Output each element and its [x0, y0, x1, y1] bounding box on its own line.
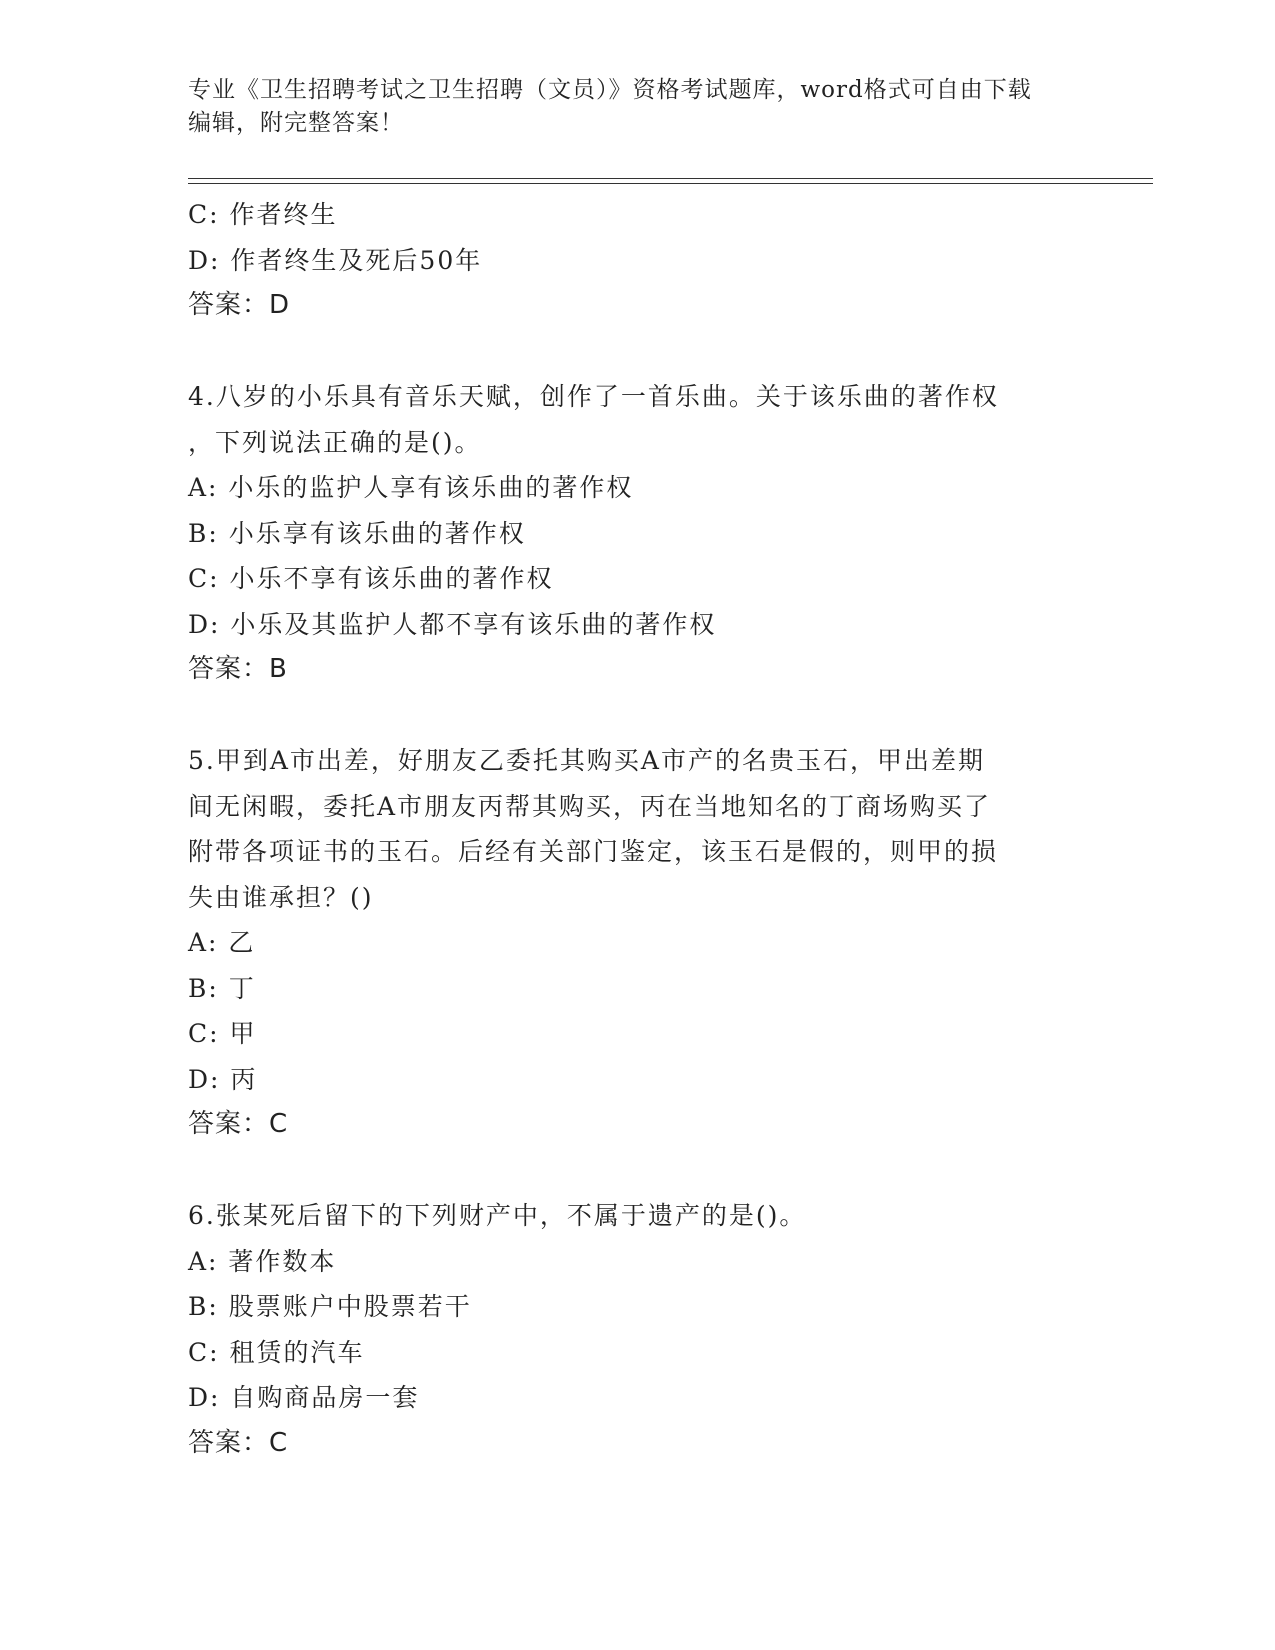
q4-option-a: A: 小乐的监护人享有该乐曲的著作权 [188, 473, 634, 502]
header-line-1: 专业《卫生招聘考试之卫生招聘（文员）》资格考试题库，word格式可自由下载 [188, 77, 1032, 103]
q6-option-d: D: 自购商品房一套 [188, 1383, 420, 1412]
q5-option-c: C: 甲 [188, 1019, 257, 1048]
header-line-2: 编辑，附完整答案！ [188, 110, 404, 136]
q5-option-d: D: 丙 [188, 1064, 258, 1094]
q3-option-c: C: 作者终生 [188, 200, 338, 229]
q5-option-b: B: 丁 [188, 973, 256, 1003]
q5-stem-line-4: 失由谁承担？() [188, 882, 374, 912]
question-list [188, 192, 1088, 1466]
q5-option-a: A: 乙 [188, 928, 256, 957]
q6-stem-line-1: 6.张某死后留下的下列财产中，不属于遗产的是()。 [188, 1201, 807, 1230]
header-divider-top [188, 178, 1153, 179]
q5-stem-line-3: 附带各项证书的玉石。后经有关部门鉴定，该玉石是假的，则甲的损 [188, 837, 999, 866]
q4-option-c: C: 小乐不享有该乐曲的著作权 [188, 564, 554, 593]
q6-option-a: A: 著作数本 [188, 1246, 337, 1276]
question-6 [188, 1193, 1088, 1466]
q6-answer: 答案：C [188, 1427, 289, 1458]
q4-answer: 答案：B [188, 654, 288, 684]
header-divider-bottom [188, 183, 1153, 184]
question-4 [188, 374, 1088, 693]
document-header [188, 74, 1068, 140]
q4-option-d: D: 小乐及其监护人都不享有该乐曲的著作权 [188, 609, 717, 639]
q6-option-b: B: 股票账户中股票若干 [188, 1292, 472, 1321]
question-3-continued [188, 192, 1088, 329]
spacer [188, 329, 1088, 375]
q5-answer: 答案：C [188, 1109, 289, 1139]
q3-option-d: D: 作者终生及死后50年 [188, 245, 483, 275]
q3-answer: 答案：D [188, 290, 291, 320]
q5-stem-line-2: 间无闲暇，委托A市朋友丙帮其购买，丙在当地知名的丁商场购买了 [188, 791, 992, 821]
spacer [188, 693, 1088, 739]
q4-stem-line-2: ，下列说法正确的是()。 [188, 427, 482, 457]
q5-stem-line-1: 5.甲到A市出差，好朋友乙委托其购买A市产的名贵玉石，甲出差期 [188, 746, 985, 775]
question-5 [188, 738, 1088, 1148]
q6-option-c: C: 租赁的汽车 [188, 1337, 365, 1367]
q4-stem-line-1: 4.八岁的小乐具有音乐天赋，创作了一首乐曲。关于该乐曲的著作权 [188, 382, 999, 411]
q4-option-b: B: 小乐享有该乐曲的著作权 [188, 518, 526, 548]
spacer [188, 1148, 1088, 1194]
